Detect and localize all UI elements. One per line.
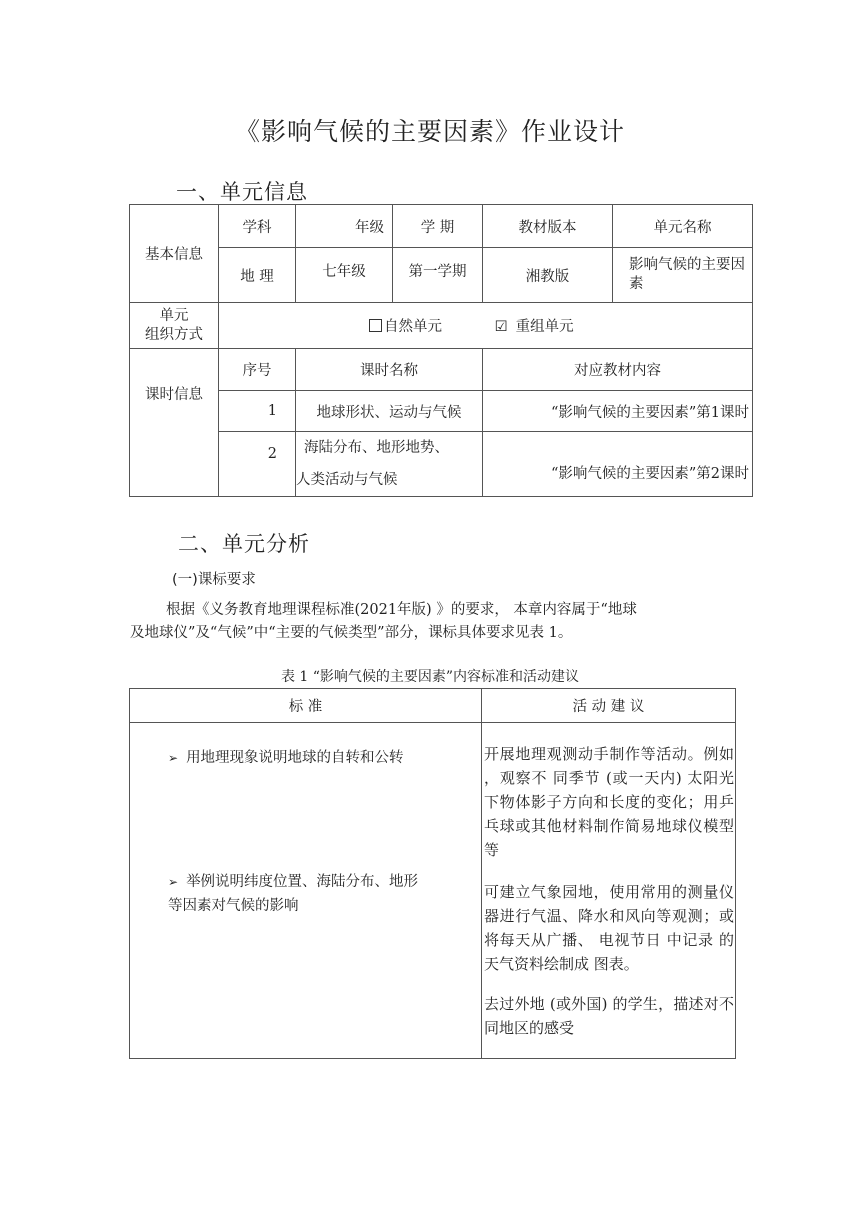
header-subject: 学科	[219, 205, 296, 248]
arrow-bullet-icon: ➢	[168, 875, 179, 889]
checked-box-icon[interactable]: ☑	[494, 319, 508, 335]
standard-item	[168, 870, 478, 894]
header-grade: 年级	[296, 205, 393, 248]
unit-info-table	[129, 204, 753, 497]
col-standard-header: 标 准	[130, 689, 482, 723]
section-heading-unit-info: 一、单元信息	[176, 180, 308, 204]
header-term: 学 期	[393, 205, 483, 248]
lesson-content: “影响气候的主要因素”第1课时	[483, 391, 753, 432]
lesson-header-name: 课时名称	[296, 349, 483, 391]
org-mode-label-line2: 组织方式	[145, 326, 203, 343]
lesson-name: 地球形状、运动与气候	[296, 391, 483, 432]
lesson-header-no: 序号	[219, 349, 296, 391]
lesson-header-content: 对应教材内容	[483, 349, 753, 391]
standard-text: 举例说明纬度位置、海陆分布、地形	[186, 874, 419, 890]
lesson-row	[130, 432, 753, 497]
table-caption: 表 1 “影响气候的主要因素”内容标准和活动建议	[280, 669, 580, 685]
standard-text-line2: 等因素对气候的影响	[168, 898, 299, 914]
lesson-name-line2: 人类活动与气候	[296, 472, 398, 488]
header-edition: 教材版本	[483, 205, 613, 248]
body-paragraph-line1: 根据《义务教育地理课程标准(2021年版) 》的要求， 本章内容属于“地球	[166, 602, 637, 618]
activity-text: 去过外地 (或外国) 的学生，描述对不同地区的感受	[484, 995, 734, 1037]
option-natural-unit[interactable]	[369, 319, 447, 335]
org-mode-label	[130, 303, 219, 349]
option-natural-unit-label: 自然单元	[384, 319, 442, 335]
section-heading-unit-analysis: 二、单元分析	[178, 532, 310, 556]
basic-info-label: 基本信息	[130, 205, 219, 303]
value-unit-name: 影响气候的主要因素	[613, 248, 753, 303]
value-term: 第一学期	[393, 248, 483, 303]
lesson-no: 1	[219, 391, 296, 432]
body-paragraph-line2: 及地球仪”及“气候”中“主要的气候类型”部分，课标具体要求见表 1。	[130, 625, 573, 641]
standard-item	[168, 746, 478, 770]
col-activity-header: 活 动 建 议	[482, 689, 736, 723]
activity-text: 可建立气象园地，使用常用的测量仪器进行气温、降水和风向等观测；或将每天从广播、 电视节日 中记录 的天气资料绘制成 图表。	[484, 883, 734, 973]
document-title: 《影响气候的主要因素》作业设计	[234, 117, 625, 146]
activity-text: 开展地理观测动手制作等活动。例如 ，观察不 同季节 (或一天内) 太阳光下物体影子方向和长度的变化；用乒乓球或其他材料制作简易地球仪模型等	[484, 745, 734, 859]
value-edition: 湘教版	[483, 248, 613, 303]
unchecked-box-icon[interactable]	[369, 319, 382, 332]
value-subject: 地 理	[219, 248, 296, 303]
lesson-content: “影响气候的主要因素”第2课时	[483, 432, 753, 497]
option-restructured-unit-label: 重组单元	[515, 319, 574, 335]
option-restructured-unit[interactable]	[495, 319, 574, 335]
lesson-info-label: 课时信息	[130, 349, 219, 497]
org-mode-options	[219, 303, 753, 349]
lesson-name	[296, 432, 483, 497]
lesson-row	[130, 391, 753, 432]
lesson-name-line1: 海陆分布、地形地势、	[304, 440, 449, 456]
standard-text: 用地理现象说明地球的自转和公转	[186, 750, 404, 766]
header-unit-name: 单元名称	[613, 205, 753, 248]
lesson-no: 2	[219, 432, 296, 497]
value-grade: 七年级	[296, 248, 393, 303]
subheading-curriculum: (一)课标要求	[172, 572, 256, 588]
org-mode-label-line1: 单元	[159, 307, 189, 324]
arrow-bullet-icon: ➢	[168, 751, 179, 765]
